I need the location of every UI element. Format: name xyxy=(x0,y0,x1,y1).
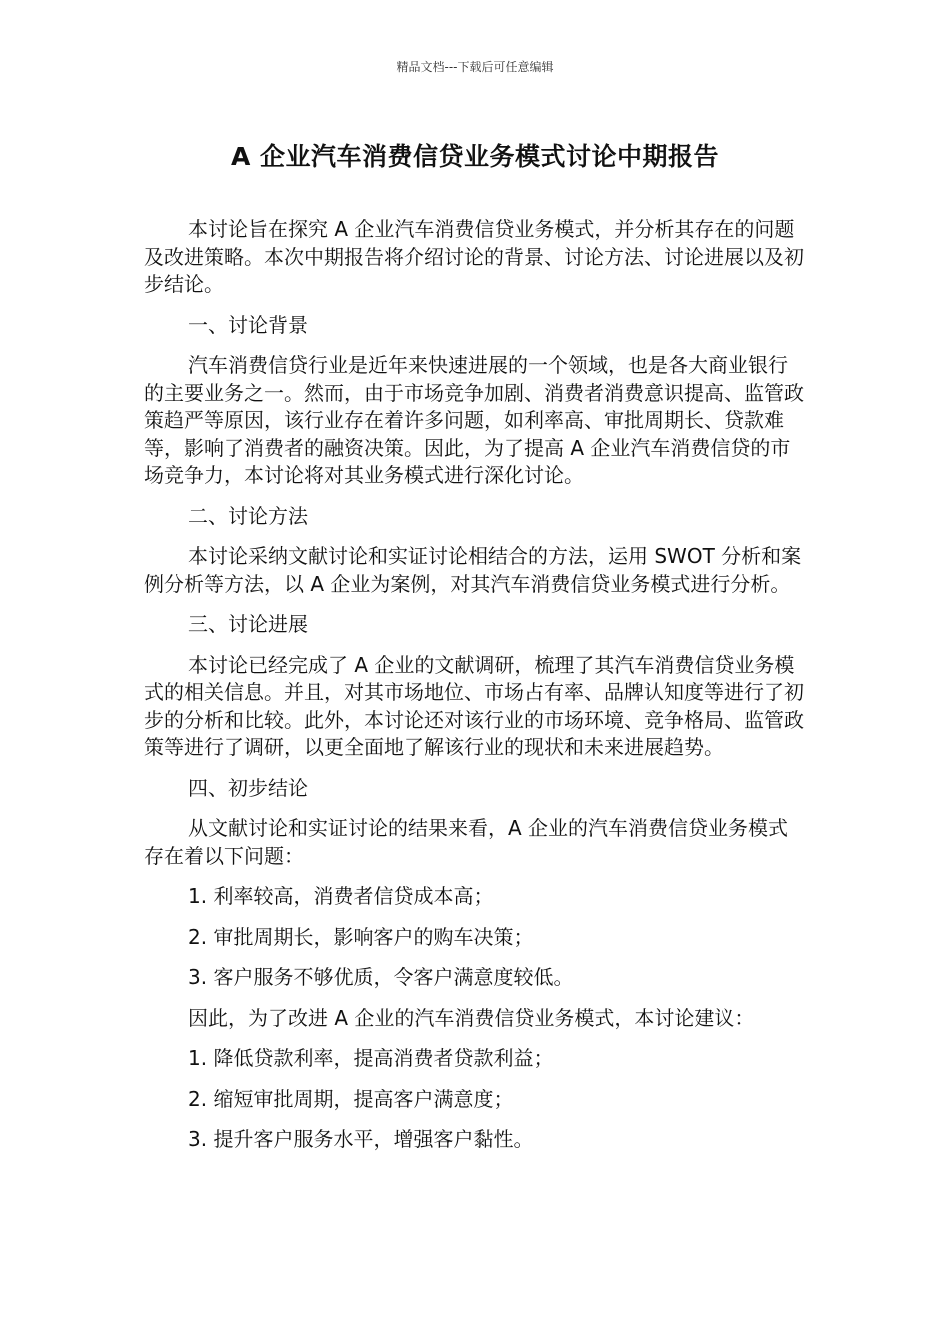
section-text-conclusion: 从文献讨论和实证讨论的结果来看，A 企业的汽车消费信贷业务模式存在着以下问题： xyxy=(144,816,789,868)
section-heading-conclusion: 四、初步结论 xyxy=(188,775,308,800)
problem-item: 3. 客户服务不够优质，令客户满意度较低。 xyxy=(188,965,574,989)
section-heading-method: 二、讨论方法 xyxy=(188,503,308,528)
section-heading-progress: 三、讨论进展 xyxy=(188,612,308,636)
suggestion-intro: 因此，为了改进 A 企业的汽车消费信贷业务模式，本讨论建议： xyxy=(188,1005,755,1030)
header-note: 精品文档---下载后可任意编辑 xyxy=(396,60,554,74)
section-heading-background: 一、讨论背景 xyxy=(188,312,308,337)
document-body xyxy=(144,216,804,1167)
suggestion-item: 1. 降低贷款利率，提高消费者贷款利益； xyxy=(188,1046,554,1070)
section-text-method: 本讨论采纳文献讨论和实证讨论相结合的方法，运用 SWOT 分析和案例分析等方法，以 A 企业为案例，对其汽车消费信贷业务模式进行分析。 xyxy=(144,544,802,596)
document-title: A 企业汽车消费信贷业务模式讨论中期报告 xyxy=(230,142,720,171)
suggestion-item: 3. 提升客户服务水平，增强客户黏性。 xyxy=(188,1127,534,1151)
section-text-background: 汽车消费信贷行业是近年来快速进展的一个领域，也是各大商业银行的主要业务之一。然而，由于市场竞争加剧、消费者消费意识提高、监管政策趋严等原因，该行业存在着许多问题，如利率高、审批周期长、贷款难等，影响了消费者的融资决策。因此，为了提高 A 企业汽车消费信贷的市场竞争力，本讨论将对其业务模式进行深化讨论。 xyxy=(144,353,804,487)
intro-paragraph: 本讨论旨在探究 A 企业汽车消费信贷业务模式，并分析其存在的问题及改进策略。本次中期报告将介绍讨论的背景、讨论方法、讨论进展以及初步结论。 xyxy=(144,217,804,296)
suggestion-item: 2. 缩短审批周期，提高客户满意度； xyxy=(188,1086,514,1111)
section-text-progress: 本讨论已经完成了 A 企业的文献调研，梳理了其汽车消费信贷业务模式的相关信息。并且，对其市场地位、市场占有率、品牌认知度等进行了初步的分析和比较。此外，本讨论还对该行业的市场环境、竞争格局、监管政策等进行了调研，以更全面地了解该行业的现状和未来进展趋势。 xyxy=(144,652,804,759)
problem-item: 2. 审批周期长，影响客户的购车决策； xyxy=(188,924,534,949)
problem-item: 1. 利率较高，消费者信贷成本高； xyxy=(188,884,494,908)
